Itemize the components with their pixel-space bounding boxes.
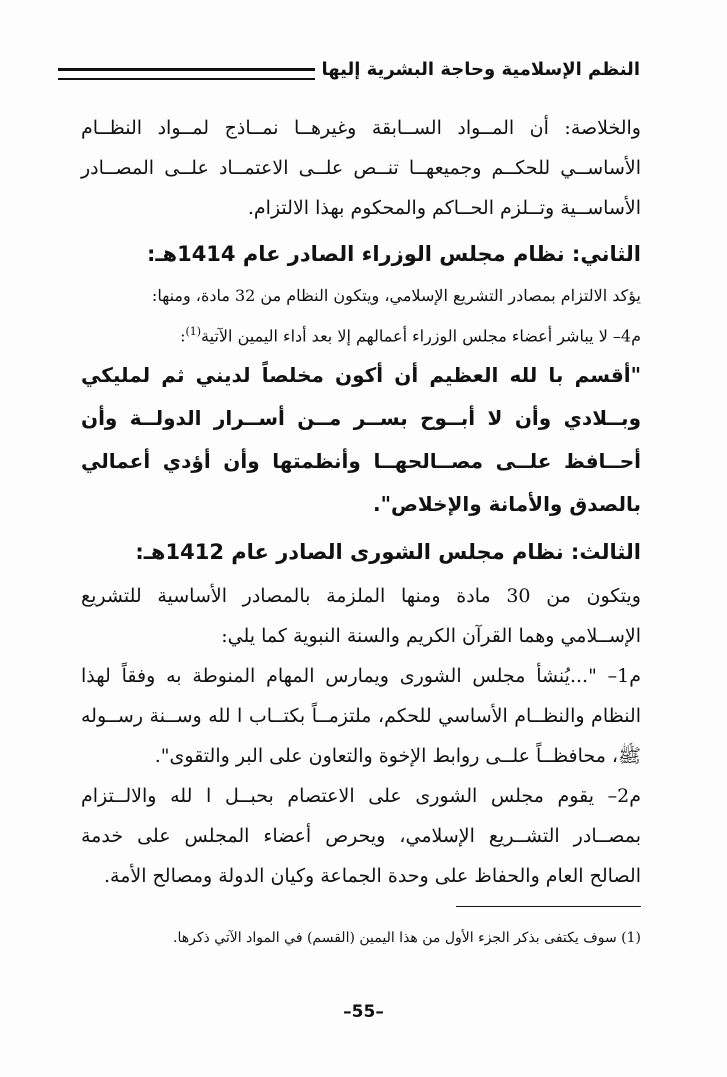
summary-paragraph: والخلاصة: أن المــواد الســابقة وغيرهــا نمــاذج لمــواد النظــام الأساســي للحكــم وجميعهــا تنــص علــى الاعتمــاد علــى المصــادر الأساســية وتــلزم الحــاكم والمحكوم بهذا الالتزام. (81, 117, 641, 219)
article-4 (81, 314, 641, 354)
footnote-marker[interactable]: (1) (185, 325, 202, 338)
page-number: –55– (343, 1002, 384, 1022)
article-4-end: : (180, 326, 186, 346)
header-title: النظم الإسلامية وحاجة البشرية إليها (321, 58, 640, 80)
running-header (58, 52, 640, 86)
section-heading-second: الثاني: نظام مجلس الوزراء الصادر عام 1414هـ: (146, 242, 641, 266)
article-4-text: م4– لا يباشر أعضاء مجلس الوزراء أعمالهم إلا بعد أداء اليمين الآتية (201, 326, 641, 346)
footnote: (1) سوف يكتفى بذكر الجزء الأول من هذا اليمين (القسم) في المواد الآتي ذكرها. (173, 930, 641, 946)
section-heading-third: الثالث: نظام مجلس الشورى الصادر عام 1412هـ: (135, 540, 641, 565)
intro-second: يؤكد الالتزام بمصادر التشريع الإسلامي، ويتكون النظام من 32 مادة، ومنها: (151, 286, 641, 305)
article-1: م1– "...يُنشأ مجلس الشورى ويمارس المهام المنوطة به وفقاً لهذا النظام والنظــام الأساسي للحكم، ملتزمــاً بكتــاب ا لله وســنة رســوله ﷺ، محافظــاً علــى روابط الإخوة والتعاون على البر والتقوى". (81, 665, 641, 768)
footnote-divider (456, 906, 641, 907)
intro-third: ويتكون من 30 مادة ومنها الملزمة بالمصادر الأساسية للتشريع الإســلامي وهما القرآن الكريم والسنة النبوية كما يلي: (81, 585, 641, 648)
main-text (81, 108, 641, 896)
article-2: م2– يقوم مجلس الشورى على الاعتصام بحبــل ا لله والالــتزام بمصــادر التشــريع الإسلامي، ويحرص أعضاء المجلس على خدمة الصالح العام والحفاظ على وحدة الجماعة وكيان الدولة ومصالح الأمة. (81, 785, 641, 888)
oath-quote: "أقسم با لله العظيم أن أكون مخلصاً لديني ثم لمليكي وبــلادي وأن لا أبــوح بســر مــن أســرار الدولــة وأن أحــافظ علــى مصــالحهــا وأنظمتها وأن أؤدي أعمالي بالصدق والأمانة والإخلاص". (81, 363, 641, 517)
header-rule (58, 68, 315, 80)
